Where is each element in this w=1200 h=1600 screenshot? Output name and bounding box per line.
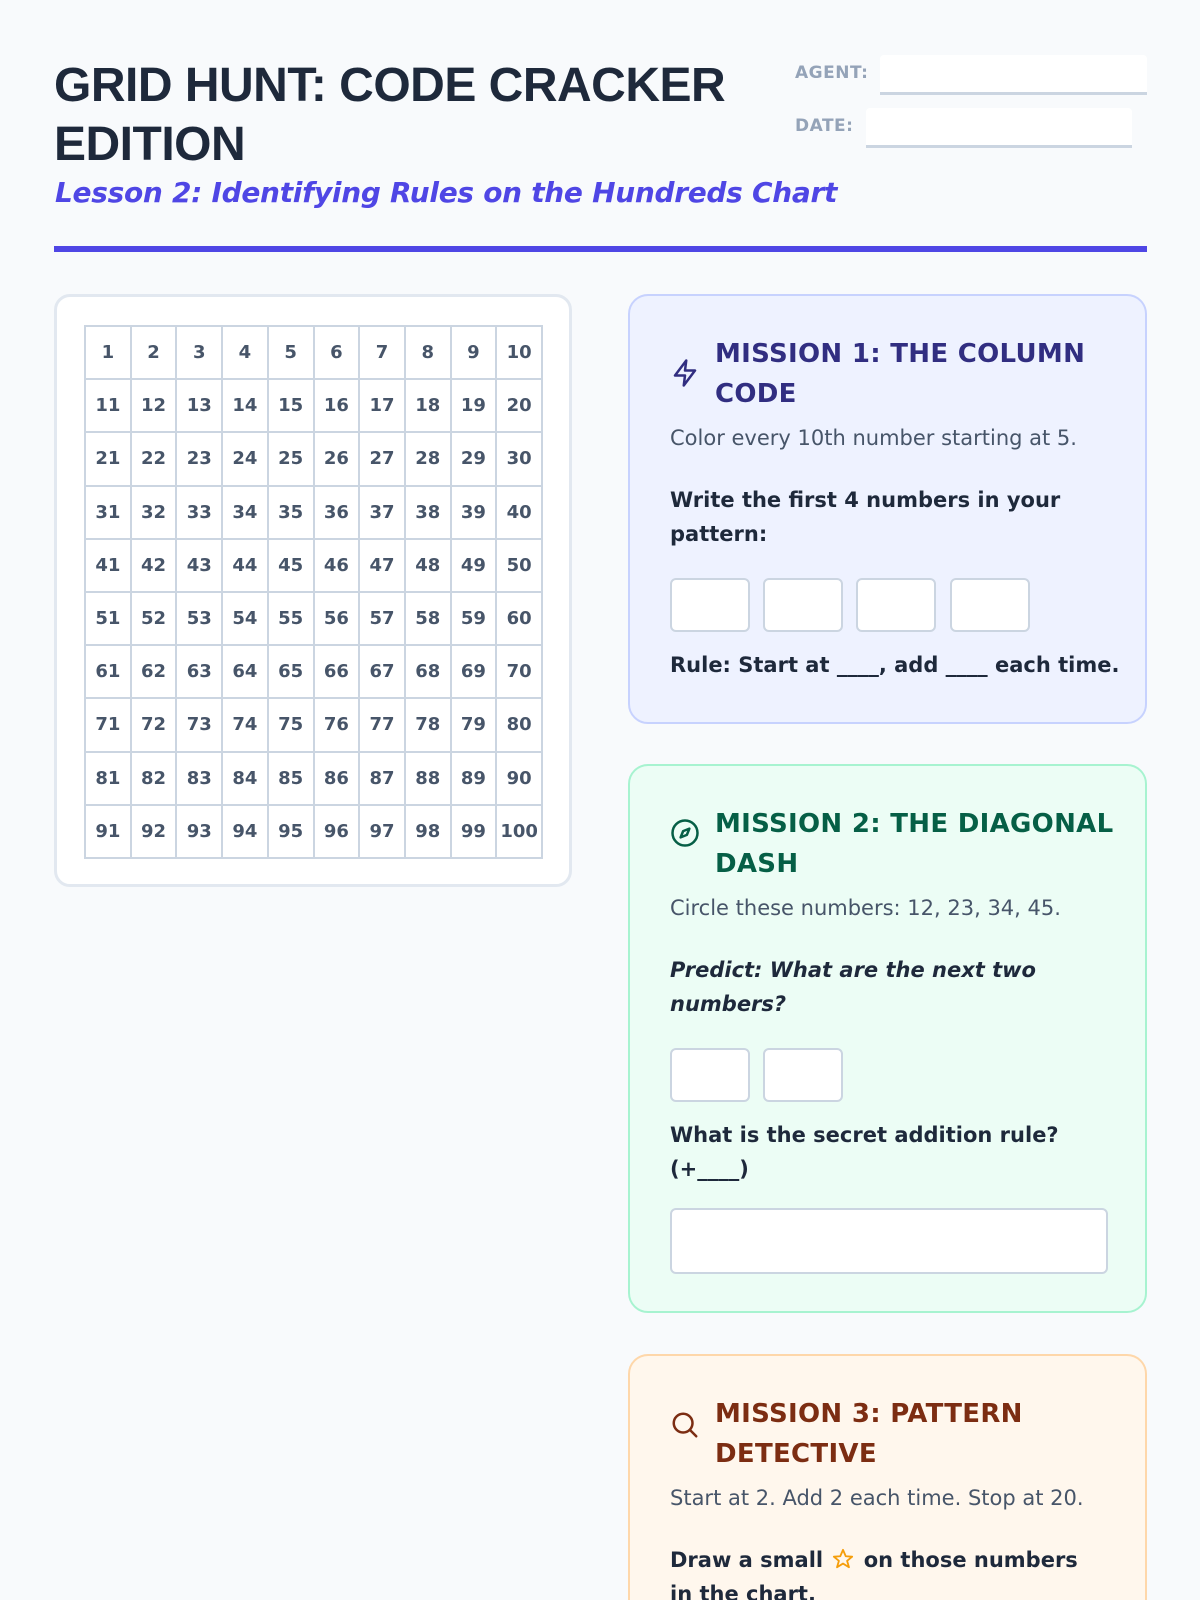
mission-1-answer-box[interactable] [856,578,936,632]
chart-cell[interactable]: 6 [315,327,361,380]
chart-cell[interactable]: 52 [132,593,178,646]
chart-cell[interactable]: 56 [315,593,361,646]
chart-cell[interactable]: 30 [497,433,543,486]
chart-cell[interactable]: 47 [360,540,406,593]
chart-cell[interactable]: 70 [497,646,543,699]
star-icon [832,1548,854,1570]
page-subtitle: Lesson 2: Identifying Rules on the Hundreds Chart [55,176,838,209]
chart-cell[interactable]: 58 [406,593,452,646]
chart-cell[interactable]: 76 [315,699,361,752]
chart-cell[interactable]: 54 [223,593,269,646]
chart-cell[interactable]: 86 [315,753,361,806]
mission-1-answer-box[interactable] [670,578,750,632]
chart-cell[interactable]: 78 [406,699,452,752]
chart-cell[interactable]: 66 [315,646,361,699]
chart-cell[interactable]: 96 [315,806,361,859]
chart-cell[interactable]: 21 [86,433,132,486]
chart-cell[interactable]: 85 [269,753,315,806]
chart-cell[interactable]: 33 [177,487,223,540]
chart-cell[interactable]: 11 [86,380,132,433]
chart-cell[interactable]: 77 [360,699,406,752]
lightning-icon [670,358,700,388]
chart-cell[interactable]: 16 [315,380,361,433]
date-field[interactable] [866,108,1132,148]
chart-cell[interactable]: 80 [497,699,543,752]
mission-1-prompt: Write the first 4 numbers in your pattern: [670,488,1061,546]
chart-cell[interactable]: 89 [452,753,498,806]
chart-cell[interactable]: 74 [223,699,269,752]
chart-cell[interactable]: 50 [497,540,543,593]
hundreds-chart-card [54,294,572,887]
chart-cell[interactable]: 3 [177,327,223,380]
mission-2-instruction: Circle these numbers: 12, 23, 34, 45. [670,896,1061,920]
mission-2-rule-answer[interactable] [670,1208,1108,1274]
chart-cell[interactable]: 2 [132,327,178,380]
mission-2-question: What is the secret addition rule? (+____) [670,1123,1059,1181]
agent-label: AGENT: [795,63,869,83]
chart-cell[interactable]: 93 [177,806,223,859]
mission-1-card [628,294,1147,724]
chart-cell[interactable]: 64 [223,646,269,699]
chart-cell[interactable]: 23 [177,433,223,486]
chart-cell[interactable]: 42 [132,540,178,593]
mission-1-title: MISSION 1: THE COLUMN CODE [715,339,1086,409]
hundreds-chart-grid [84,325,543,859]
chart-cell[interactable]: 79 [452,699,498,752]
chart-cell[interactable]: 36 [315,487,361,540]
chart-cell[interactable]: 99 [452,806,498,859]
chart-cell[interactable]: 45 [269,540,315,593]
chart-cell[interactable]: 19 [452,380,498,433]
chart-cell[interactable]: 75 [269,699,315,752]
chart-cell[interactable]: 32 [132,487,178,540]
chart-cell[interactable]: 8 [406,327,452,380]
chart-cell[interactable]: 35 [269,487,315,540]
chart-cell[interactable]: 28 [406,433,452,486]
chart-cell[interactable]: 44 [223,540,269,593]
chart-cell[interactable]: 31 [86,487,132,540]
chart-cell[interactable]: 43 [177,540,223,593]
chart-cell[interactable]: 63 [177,646,223,699]
mission-3-prompt-after: on those numbers in the chart. [670,1548,1078,1600]
chart-cell[interactable]: 95 [269,806,315,859]
mission-2-answer-box[interactable] [670,1048,750,1102]
mission-2-answer-box[interactable] [763,1048,843,1102]
chart-cell[interactable]: 39 [452,487,498,540]
chart-cell[interactable]: 69 [452,646,498,699]
chart-cell[interactable]: 4 [223,327,269,380]
mission-2-title: MISSION 2: THE DIAGONAL DASH [715,809,1114,879]
chart-cell[interactable]: 26 [315,433,361,486]
chart-cell[interactable]: 72 [132,699,178,752]
chart-cell[interactable]: 91 [86,806,132,859]
mission-1-answer-box[interactable] [763,578,843,632]
chart-cell[interactable]: 15 [269,380,315,433]
chart-cell[interactable]: 18 [406,380,452,433]
agent-field[interactable] [880,55,1147,95]
page-title: GRID HUNT: CODE CRACKER EDITION [54,59,726,171]
chart-cell[interactable]: 38 [406,487,452,540]
chart-cell[interactable]: 20 [497,380,543,433]
mission-2-prompt: Predict: What are the next two numbers? [670,958,1036,1016]
mission-3-card [628,1354,1147,1600]
chart-cell[interactable]: 34 [223,487,269,540]
compass-icon [670,818,700,848]
chart-cell[interactable]: 73 [177,699,223,752]
mission-3-title: MISSION 3: PATTERN DETECTIVE [715,1399,1023,1469]
chart-cell[interactable]: 84 [223,753,269,806]
chart-cell[interactable]: 9 [452,327,498,380]
chart-cell[interactable]: 92 [132,806,178,859]
chart-cell[interactable]: 7 [360,327,406,380]
mission-1-instruction: Color every 10th number starting at 5. [670,426,1077,450]
chart-cell[interactable]: 37 [360,487,406,540]
chart-cell[interactable]: 81 [86,753,132,806]
chart-cell[interactable]: 24 [223,433,269,486]
mission-3-prompt [670,1543,1090,1600]
chart-cell[interactable]: 14 [223,380,269,433]
chart-cell[interactable]: 5 [269,327,315,380]
chart-cell[interactable]: 13 [177,380,223,433]
chart-cell[interactable]: 97 [360,806,406,859]
chart-cell[interactable]: 60 [497,593,543,646]
mission-1-rule: Rule: Start at ____, add ____ each time. [670,653,1120,677]
chart-cell[interactable]: 41 [86,540,132,593]
chart-cell[interactable]: 98 [406,806,452,859]
magnifier-icon [670,1410,700,1440]
chart-cell[interactable]: 22 [132,433,178,486]
chart-cell[interactable]: 29 [452,433,498,486]
mission-1-answer-box[interactable] [950,578,1030,632]
chart-cell[interactable]: 1 [86,327,132,380]
chart-cell[interactable]: 94 [223,806,269,859]
chart-cell[interactable]: 17 [360,380,406,433]
chart-cell[interactable]: 10 [497,327,543,380]
chart-cell[interactable]: 83 [177,753,223,806]
date-label: DATE: [795,116,854,136]
chart-cell[interactable]: 68 [406,646,452,699]
chart-cell[interactable]: 71 [86,699,132,752]
chart-cell[interactable]: 12 [132,380,178,433]
chart-cell[interactable]: 40 [497,487,543,540]
mission-3-instruction: Start at 2. Add 2 each time. Stop at 20. [670,1486,1084,1510]
chart-cell[interactable]: 46 [315,540,361,593]
chart-cell[interactable]: 57 [360,593,406,646]
chart-cell[interactable]: 48 [406,540,452,593]
chart-cell[interactable]: 65 [269,646,315,699]
chart-cell[interactable]: 53 [177,593,223,646]
chart-cell[interactable]: 88 [406,753,452,806]
chart-cell[interactable]: 67 [360,646,406,699]
chart-cell[interactable]: 51 [86,593,132,646]
chart-cell[interactable]: 90 [497,753,543,806]
chart-cell[interactable]: 59 [452,593,498,646]
chart-cell[interactable]: 62 [132,646,178,699]
mission-2-card [628,764,1147,1313]
chart-cell[interactable]: 49 [452,540,498,593]
chart-cell[interactable]: 100 [497,806,543,859]
chart-cell[interactable]: 61 [86,646,132,699]
chart-cell[interactable]: 82 [132,753,178,806]
mission-3-prompt-before: Draw a small [670,1548,824,1572]
chart-cell[interactable]: 25 [269,433,315,486]
chart-cell[interactable]: 55 [269,593,315,646]
chart-cell[interactable]: 27 [360,433,406,486]
chart-cell[interactable]: 87 [360,753,406,806]
header-divider [54,246,1147,252]
